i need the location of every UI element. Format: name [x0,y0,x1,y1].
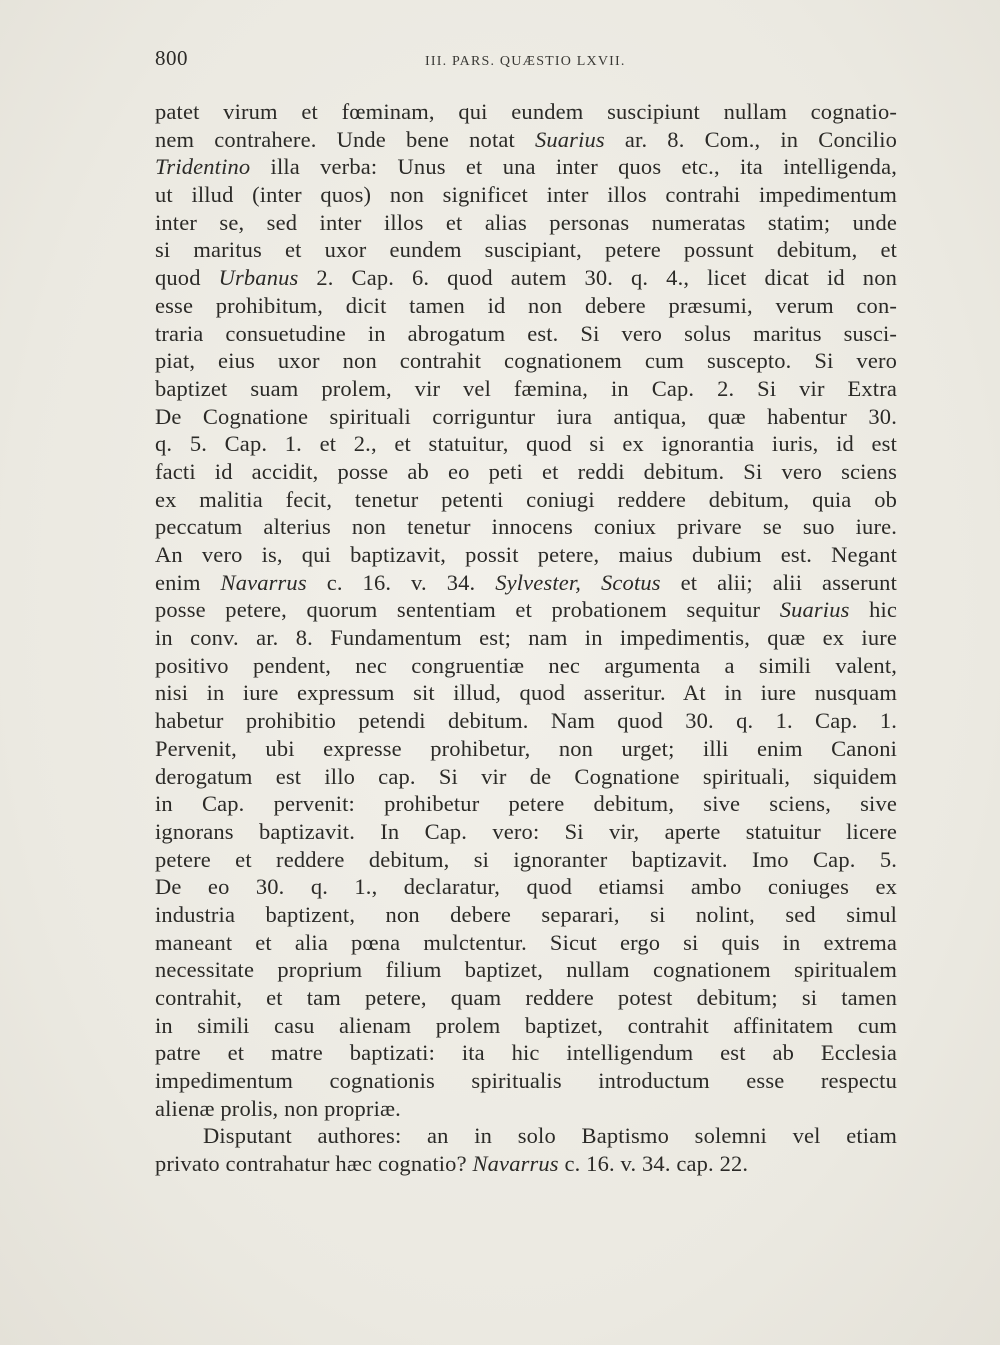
text-run: An vero is, qui baptizavit, possit petere, maius dubium est. Negant [155,542,897,567]
text-run: privato contrahatur hæc cognatio? [155,1151,473,1177]
text-run: De Cognatione spirituali corriguntur iura antiqua, quæ habentur 30. [155,403,897,429]
paragraph [155,1122,897,1177]
text-line [155,430,897,458]
text-run: patet virum et fœminam, qui eundem suscipiunt nullam cognatio- [155,99,897,124]
text-line [155,873,897,901]
text-run: in Cap. pervenit: prohibetur petere debitum, sive sciens, sive [155,791,897,817]
text-run: nisi in iure expressum sit illud, quod asseritur. At in iure nusquam [155,680,897,706]
text-line [155,596,897,624]
page-number: 800 [155,46,188,70]
body-text [155,98,897,1178]
text-run: industria baptizent, non debere separari, si nolint, sed simul [155,901,897,927]
text-line [155,1039,897,1067]
text-line [155,347,897,375]
text-line [155,1095,897,1123]
text-line [155,181,897,209]
text-line [155,984,897,1012]
text-line [155,209,897,237]
text-line [155,956,897,984]
text-line [155,403,897,431]
page-header [155,40,895,80]
text-run: derogatum est illo cap. Si vir de Cognatione spirituali, siquidem [155,763,897,789]
text-run: Pervenit, ubi expresse prohibetur, non urget; illi enim Canoni [155,735,897,761]
text-line [155,264,897,292]
text-line [155,624,897,652]
text-line [155,735,897,763]
text-run: nem contrahere. Unde bene notat [155,126,535,152]
text-line [155,818,897,846]
italic-name: Sylvester, Scotus [495,569,661,595]
text-run: q. 5. Cap. 1. et 2., et statuitur, quod si ex ignorantia iuris, id est [155,431,897,457]
text-run: positivo pendent, nec congruentiæ nec argumenta a simili valent, [155,652,897,678]
text-line [155,153,897,181]
text-line [155,98,897,126]
text-run: peccatum alterius non tenetur innocens coniux privare se suo iure. [155,514,897,540]
text-run: illa verba: Unus et una inter quos etc., ita intelligenda, [250,154,897,180]
italic-name: Navarrus [220,569,307,595]
text-run: hic [849,597,898,623]
text-line [155,486,897,514]
text-line [155,375,897,403]
italic-name: Suarius [779,597,850,623]
text-run: facti id accidit, posse ab eo peti et reddi debitum. Si vero sciens [155,458,897,484]
text-line [155,1150,897,1178]
italic-name: Tridentino [155,154,251,180]
text-line [155,569,897,597]
text-run: inter se, sed inter illos et alias personas numeratas statim; unde [155,209,897,235]
text-run: alienæ prolis, non propriæ. [155,1095,401,1121]
italic-name: Urbanus [218,265,299,291]
text-line [155,1067,897,1095]
text-run: c. 16. v. 34. cap. 22. [558,1151,749,1177]
text-run: traria consuetudine in abrogatum est. Si vero solus maritus susci- [155,320,897,346]
text-run: De eo 30. q. 1., declaratur, quod etiamsi ambo coniuges ex [155,874,897,900]
text-run: impedimentum cognationis spiritualis introductum esse respectu [155,1068,897,1094]
text-run: quod [155,265,219,291]
text-run: ut illud (inter quos) non significet inter illos contrahi impedimentum [155,182,897,208]
text-line [155,679,897,707]
text-run: et alii; alii asserunt [660,569,897,595]
text-run: in simili casu alienam prolem baptizet, contrahit affinitatem cum [155,1012,897,1038]
text-run: piat, eius uxor non contrahit cognationem cum suscepto. Si vero [155,348,897,374]
text-run: patre et matre baptizati: ita hic intelligendum est ab Ecclesia [155,1040,897,1066]
text-line [155,901,897,929]
text-run: ignorans baptizavit. In Cap. vero: Si vir, aperte statuitur licere [155,818,897,844]
text-line [155,320,897,348]
text-run: c. 16. v. 34. [306,569,496,595]
text-run: esse prohibitum, dicit tamen id non debere præsumi, verum con- [155,292,897,318]
text-line [155,458,897,486]
text-line [155,541,897,569]
text-run: ar. 8. Com., in Concilio [604,126,897,152]
text-line [155,846,897,874]
text-line [155,929,897,957]
text-line [155,763,897,791]
text-run: si maritus et uxor eundem suscipiant, petere possunt debitum, et [155,237,897,263]
text-run: maneant et alia pœna mulctentur. Sicut ergo si quis in extrema [155,929,897,955]
text-line [155,1012,897,1040]
italic-name: Navarrus [472,1151,559,1177]
text-line [155,790,897,818]
text-run: necessitate proprium filium baptizet, nullam cognationem spiritualem [155,957,897,983]
text-line [155,707,897,735]
paragraph [155,98,897,1122]
text-run: petere et reddere debitum, si ignoranter baptizavit. Imo Cap. 5. [155,846,897,872]
italic-name: Suarius [534,126,605,152]
text-run: baptizet suam prolem, vir vel fæmina, in Cap. 2. Si vir Extra [155,375,897,401]
running-head: III. PARS. QUÆSTIO LXVII. [425,54,626,69]
text-line [155,513,897,541]
text-run: contrahit, et tam petere, quam reddere potest debitum; si tamen [155,985,897,1010]
text-run: ex malitia fecit, tenetur petenti coniugi reddere debitum, quia ob [155,486,897,512]
text-run: Disputant authores: an in solo Baptismo solemni vel etiam [203,1123,897,1149]
text-run: posse petere, quorum sententiam et probationem sequitur [155,597,780,623]
text-line [155,126,897,154]
text-run: habetur prohibitio petendi debitum. Nam quod 30. q. 1. Cap. 1. [155,708,897,734]
text-line [155,652,897,680]
text-run: in conv. ar. 8. Fundamentum est; nam in impedimentis, quæ ex iure [155,625,897,651]
text-line [155,236,897,264]
text-run: 2. Cap. 6. quod autem 30. q. 4., licet dicat id non [298,265,897,291]
text-run: enim [155,569,221,595]
text-line [155,292,897,320]
text-line [155,1122,897,1150]
